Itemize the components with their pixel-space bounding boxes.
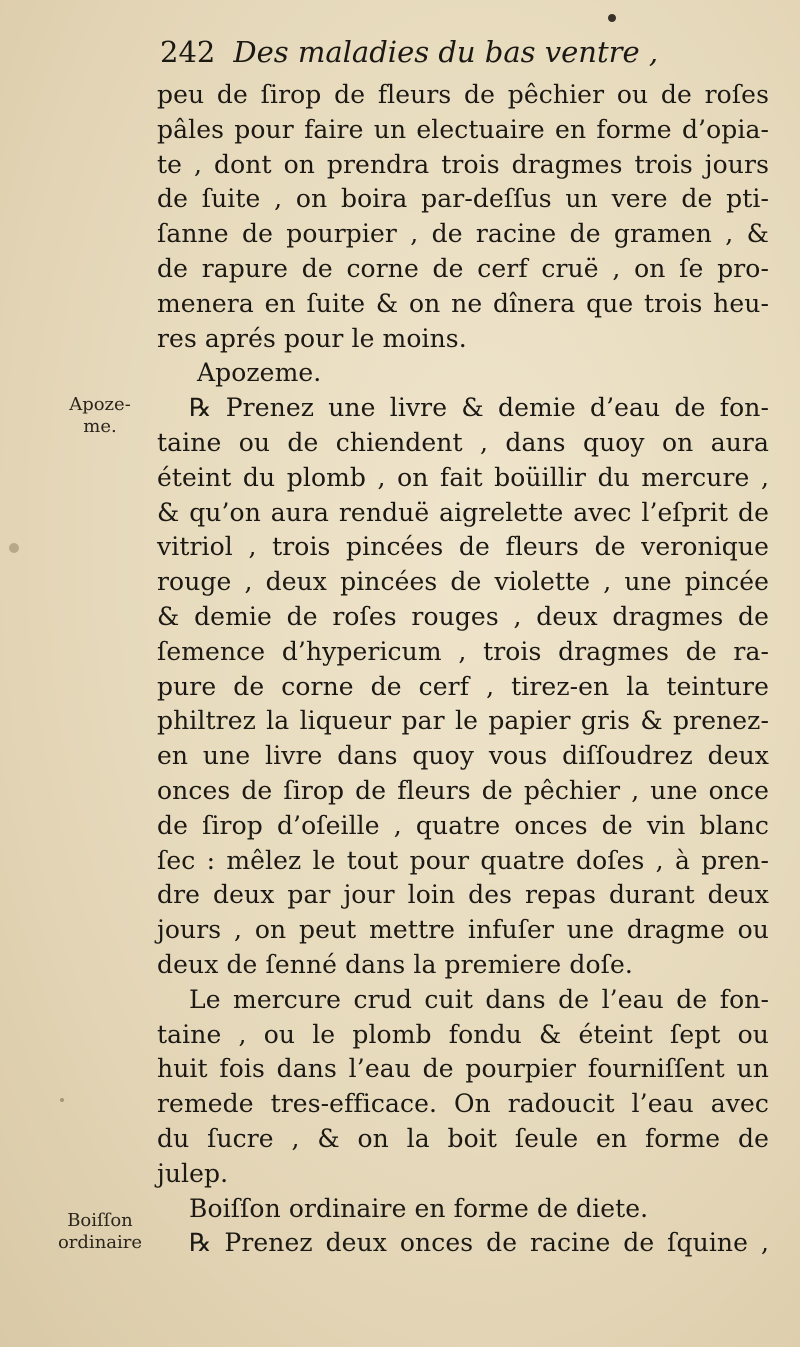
- page-number: 242: [160, 35, 216, 69]
- text-line: peu de ſirop de fleurs de pêchier ou de roſes: [157, 80, 769, 109]
- text-line: & qu’on aura renduë aigrelette avec l’eſprit de: [157, 497, 769, 527]
- recipe-line: ℞ Prenez une livre & demie d’eau de fon-: [189, 393, 769, 423]
- text-line: jours , on peut mettre infuſer une dragme ou: [157, 915, 769, 945]
- text-line: éteint du plomb , on fait boüillir du mercure ,: [157, 462, 769, 492]
- margin-note-line: me.: [83, 416, 117, 437]
- margin-note-boisson: [44, 1210, 156, 1254]
- text-line: deux de ſenné dans la premiere doſe.: [157, 949, 633, 979]
- text-line: ſec : mêlez le tout pour quatre doſes , à pren-: [157, 845, 769, 875]
- text-line: de rapure de corne de cerf cruë , on ſe pro-: [157, 253, 769, 283]
- text-line: de ſuite , on boira par-deſſus un vere de pti-: [157, 184, 769, 214]
- margin-note-line: ordinaire: [57, 1232, 143, 1253]
- text-line: julep.: [157, 1158, 229, 1188]
- text-line: res aprés pour le moins.: [157, 323, 467, 353]
- text-line: ſemence d’hypericum , trois dragmes de ra-: [157, 636, 769, 666]
- margin-note-line: Apoze-: [69, 394, 131, 415]
- text-line: du ſucre , & on la boit ſeule en forme de: [157, 1123, 769, 1153]
- section-heading-apozeme: Apozeme.: [197, 358, 322, 388]
- section-heading-boisson: Boiſſon ordinaire en forme de diete.: [189, 1193, 649, 1223]
- text-line: taine , ou le plomb fondu & éteint ſept ou: [157, 1019, 769, 1049]
- text-line: taine ou de chiendent , dans quoy on aura: [157, 427, 769, 457]
- text-line: remede tres-efficace. On radoucit l’eau avec: [157, 1089, 769, 1119]
- text-line: pure de corne de cerf , tirez-en la teinture: [157, 671, 769, 701]
- running-title: Des maladies du bas ventre ,: [233, 35, 659, 69]
- text-line: en une livre dans quoy vous diſſoudrez deux: [157, 741, 769, 771]
- text-line: huit fois dans l’eau de pourpier fourniſſent un: [157, 1054, 769, 1084]
- recipe-line: ℞ Prenez deux onces de racine de ſquine ,: [189, 1228, 769, 1258]
- text-line: Le mercure crud cuit dans de l’eau de fon-: [189, 984, 769, 1014]
- text-line: menera en ſuite & on ne dînera que trois heu-: [157, 288, 769, 318]
- text-line: te , dont on prendra trois dragmes trois jours: [157, 149, 769, 179]
- text-line: de ſirop d’oſeille , quatre onces de vin blanc: [157, 810, 769, 840]
- text-line: & demie de roſes rouges , deux dragmes de: [157, 601, 769, 631]
- body-text: [157, 78, 769, 1261]
- text-line: onces de ſirop de fleurs de pêchier , une once: [157, 775, 769, 805]
- margin-note-apozeme: [44, 394, 156, 438]
- text-line: philtrez la liqueur par le papier gris & prenez-: [157, 706, 769, 736]
- text-line: rouge , deux pincées de violette , une pincée: [157, 567, 769, 597]
- running-head: [160, 34, 760, 70]
- text-line: ſanne de pourpier , de racine de gramen , &: [157, 219, 769, 249]
- text-line: vitriol , trois pincées de fleurs de veronique: [157, 532, 769, 562]
- margin-note-line: Boiſſon: [67, 1210, 133, 1231]
- text-line: dre deux par jour loin des repas durant deux: [157, 880, 769, 910]
- text-line: pâles pour faire un electuaire en forme d’opia-: [157, 114, 769, 144]
